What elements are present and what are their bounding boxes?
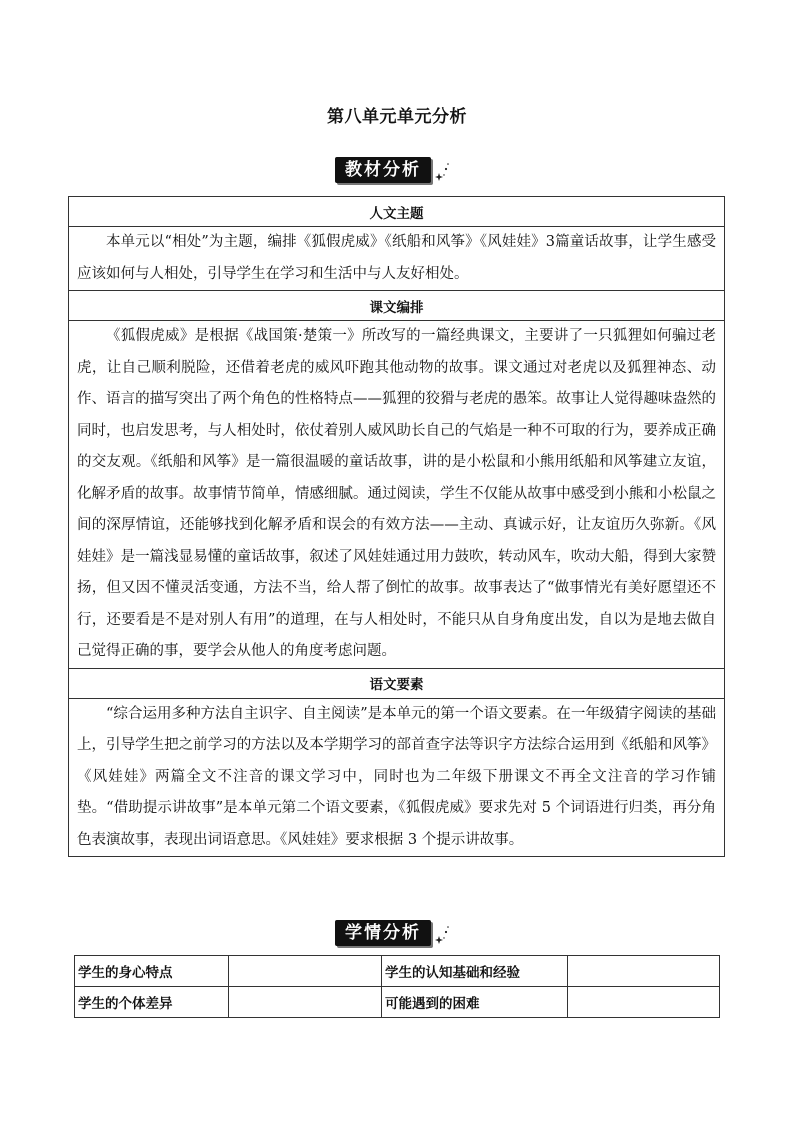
student-analysis-table — [74, 955, 720, 1018]
elements-heading: 语文要素 — [69, 668, 725, 698]
table-label: 学生的身心特点 — [75, 956, 229, 987]
table-label: 学生的认知基础和经验 — [382, 956, 568, 987]
arrangement-paragraph: 《狐假虎威》是根据《战国策·楚策一》所改写的一篇经典课文，主要讲了一只狐狸如何骗过老虎，让自己顺利脱险，还借着老虎的威风吓跑其他动物的故事。课文通过对老虎以及狐狸神态、动作、语言的描写突出了两个角色的性格特点——狐狸的狡猾与老虎的愚笨。故事让人觉得趣味盎然的同时，也启发思考，与人相处时，依仗着别人威风助长自己的气焰是一种不可取的行为，要养成正确的交友观。《纸船和风筝》是一篇很温暖的童话故事，讲的是小松鼠和小熊用纸船和风筝建立友谊，化解矛盾的故事。故事情节简单，情感细腻。通过阅读，学生不仅能从故事中感受到小熊和小松鼠之间的深厚情谊，还能够找到化解矛盾和误会的有效方法——主动、真诚示好，让友谊历久弥新。《风娃娃》是一篇浅显易懂的童话故事，叙述了风娃娃通过用力鼓吹，转动风车，吹动大船，得到大家赞扬，但又因不懂灵活变通，方法不当，给人帮了倒忙的故事。故事表达了“做事情光有美好愿望还不行，还要看是不是对别人有用”的道理，在与人相处时，不能只从自身角度出发，自以为是地去做自己觉得正确的事，要学会从他人的角度考虑问题。 — [69, 321, 725, 669]
elements-paragraph: “综合运用多种方法自主识字、自主阅读”是本单元的第一个语文要素。在一年级猜字阅读的基础上，引导学生把之前学习的方法以及本学期学习的部首查字法等识字方法综合运用到《纸船和风筝》《风娃娃》两篇全文不注音的课文学习中，同时也为二年级下册课文不再全文注音的学习作铺垫。“借助提示讲故事”是本单元第二个语文要素，《狐假虎威》要求先对 5 个词语进行归类，再分角色表演故事，表现出词语意思。《风娃娃》要求根据 3 个提示讲故事。 — [69, 698, 725, 857]
table-label: 可能遇到的困难 — [382, 987, 568, 1018]
arrangement-heading: 课文编排 — [69, 291, 725, 321]
sparkle-icon — [434, 161, 450, 183]
theme-heading: 人文主题 — [69, 197, 725, 227]
textbook-analysis-table — [68, 196, 725, 857]
table-cell[interactable] — [229, 956, 382, 987]
page-title: 第八单元单元分析 — [327, 107, 467, 127]
table-cell[interactable] — [568, 956, 720, 987]
textbook-analysis-label: 教材分析 — [335, 157, 431, 183]
student-analysis-label: 学情分析 — [335, 920, 431, 946]
sparkle-icon — [434, 924, 450, 946]
table-row — [75, 987, 720, 1018]
table-row — [75, 956, 720, 987]
textbook-analysis-badge — [335, 157, 450, 183]
table-label: 学生的个体差异 — [75, 987, 229, 1018]
student-analysis-badge — [335, 920, 450, 946]
table-cell[interactable] — [229, 987, 382, 1018]
table-cell[interactable] — [568, 987, 720, 1018]
theme-paragraph: 本单元以“相处”为主题，编排《狐假虎威》《纸船和风筝》《风娃娃》3篇童话故事，让学生感受应该如何与人相处，引导学生在学习和生活中与人友好相处。 — [69, 227, 725, 291]
